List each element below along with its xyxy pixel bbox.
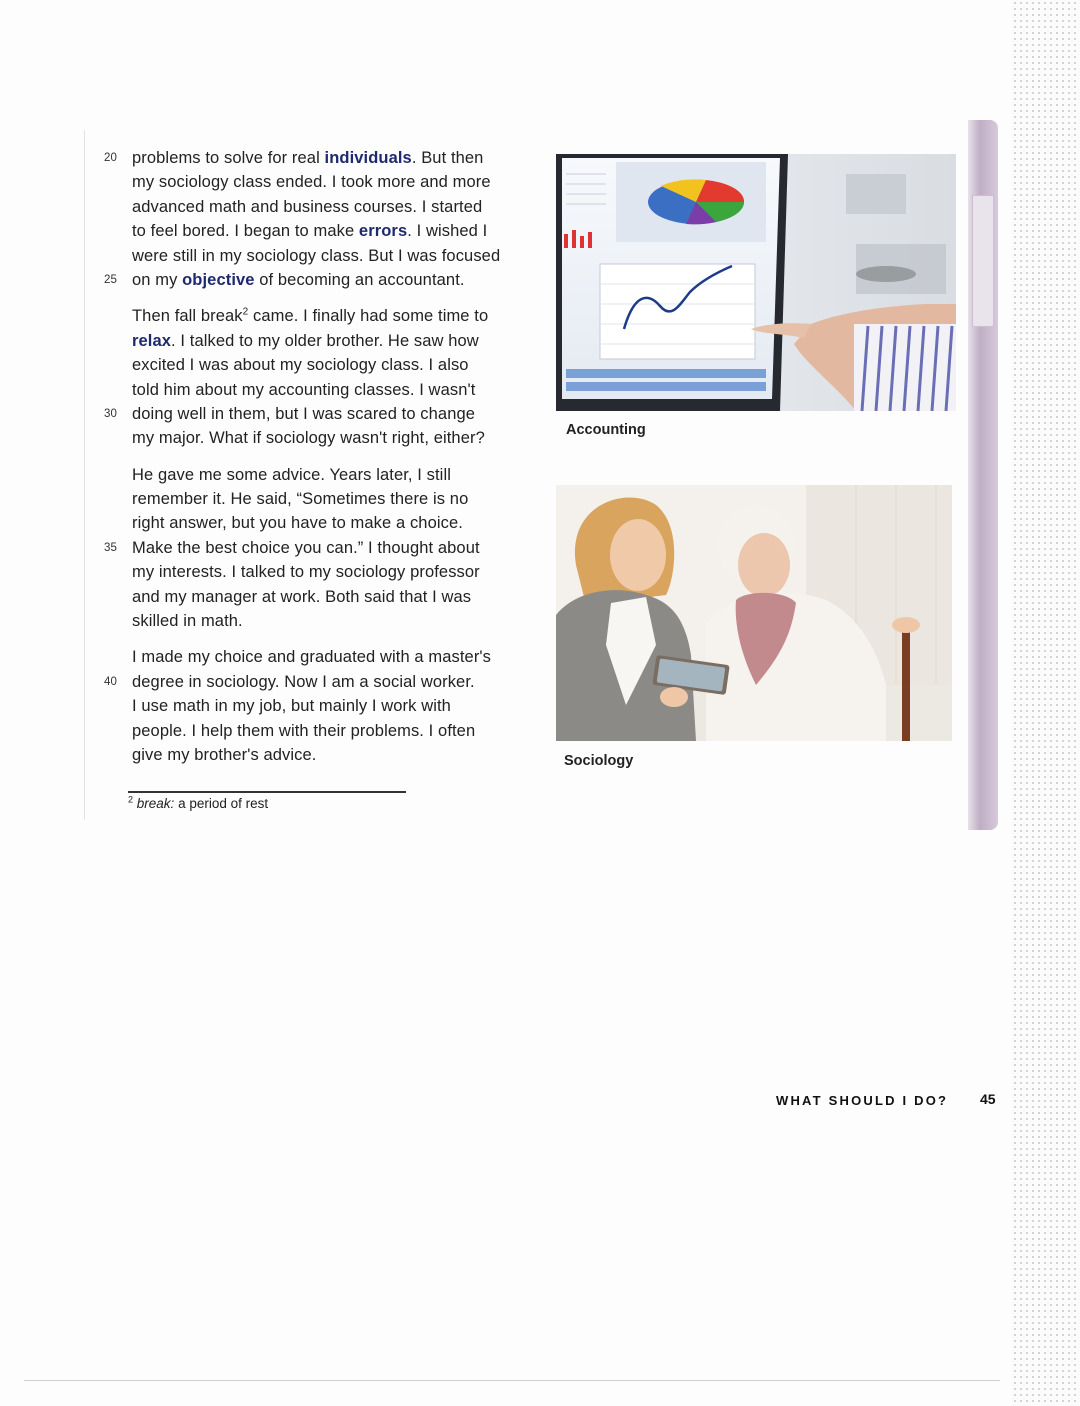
- text-run: came. I finally had some time to: [248, 307, 489, 326]
- spine-tab: [972, 195, 994, 327]
- text-run: people. I help them with their problems. I often: [132, 721, 476, 740]
- text-line: [104, 487, 534, 511]
- running-footer-title: WHAT SHOULD I DO?: [776, 1093, 949, 1108]
- text-line: [104, 219, 534, 243]
- text-line: [104, 426, 534, 450]
- text-run: Then fall break: [132, 307, 243, 326]
- text-run: Make the best choice you can.” I thought about: [132, 538, 480, 557]
- text-run: of becoming an accountant.: [254, 270, 465, 289]
- sociology-photo: [556, 485, 952, 741]
- text-line: [104, 719, 534, 743]
- text-run: were still in my sociology class. But I was focused: [132, 246, 501, 265]
- text-line: [104, 609, 534, 633]
- text-run: right answer, but you have to make a choice.: [132, 514, 463, 533]
- text-run: I use math in my job, but mainly I work with: [132, 697, 451, 716]
- line-number: 30: [104, 407, 117, 420]
- text-run: doing well in them, but I was scared to change: [132, 404, 476, 423]
- sociology-caption: Sociology: [564, 753, 634, 769]
- accounting-photo: [556, 154, 956, 411]
- page-number: 45: [980, 1091, 996, 1107]
- text-run: on my: [132, 270, 183, 289]
- text-run: I made my choice and graduated with a master's: [132, 648, 492, 667]
- text-line: [104, 268, 534, 292]
- text-run: skilled in math.: [132, 612, 243, 631]
- footnote-definition: a period of rest: [174, 796, 269, 811]
- footnote-ref: 2: [242, 306, 249, 318]
- text-line: [104, 560, 534, 584]
- paragraph: [104, 304, 534, 450]
- vocab-word: errors: [358, 222, 408, 241]
- text-line: [104, 511, 534, 535]
- footnote: [128, 796, 268, 811]
- text-line: [104, 743, 534, 767]
- line-number: 20: [104, 152, 117, 164]
- text-line: [104, 170, 534, 194]
- text-line: [104, 146, 534, 170]
- text-line: [104, 402, 534, 426]
- footnote-term: break:: [136, 796, 175, 811]
- text-run: degree in sociology. Now I am a social worker.: [132, 672, 475, 691]
- dotted-margin: [1012, 0, 1080, 1406]
- bottom-rule: [24, 1380, 1000, 1381]
- text-run: to feel bored. I began to make: [132, 222, 359, 241]
- paragraph-gap: [104, 451, 534, 463]
- text-run: . But then: [411, 149, 484, 167]
- line-number: 25: [104, 273, 117, 286]
- paragraph: [104, 645, 534, 767]
- text-line: [104, 244, 534, 268]
- text-line: [104, 694, 534, 718]
- text-run: excited I was about my sociology class. I also: [132, 356, 469, 375]
- text-line: [104, 645, 534, 669]
- paragraph-gap: [104, 633, 534, 645]
- text-line: [104, 670, 534, 694]
- text-run: my major. What if sociology wasn't right, either?: [132, 429, 485, 448]
- footnote-rule: [128, 791, 406, 793]
- text-run: . I wished I: [407, 222, 488, 241]
- text-run: advanced math and business courses. I started: [132, 197, 483, 216]
- text-run: my sociology class ended. I took more and more: [132, 173, 491, 192]
- text-line: [104, 195, 534, 219]
- text-line: [104, 463, 534, 487]
- text-line: [104, 536, 534, 560]
- text-run: remember it. He said, “Sometimes there is no: [132, 490, 469, 509]
- footnote-number: 2: [128, 794, 134, 805]
- text-line: [104, 353, 534, 377]
- text-run: problems to solve for real: [132, 149, 325, 167]
- text-run: He gave me some advice. Years later, I still: [132, 465, 451, 484]
- text-line: [104, 378, 534, 402]
- text-run: give my brother's advice.: [132, 745, 317, 764]
- vocab-word: relax: [132, 331, 172, 350]
- text-line: [104, 304, 534, 328]
- reading-text: [104, 146, 534, 767]
- paragraph: [104, 146, 534, 292]
- text-run: told him about my accounting classes. I wasn't: [132, 380, 476, 399]
- text-run: and my manager at work. Both said that I was: [132, 587, 472, 606]
- vocab-word: objective: [182, 270, 255, 289]
- line-number: 40: [104, 675, 117, 688]
- text-line: [104, 329, 534, 353]
- text-line: [104, 585, 534, 609]
- text-run: my interests. I talked to my sociology professor: [132, 563, 480, 582]
- vocab-word: individuals: [324, 149, 412, 167]
- left-margin-rule: [84, 130, 85, 820]
- line-number: 35: [104, 541, 117, 554]
- paragraph-gap: [104, 292, 534, 304]
- accounting-caption: Accounting: [566, 422, 646, 438]
- paragraph: [104, 463, 534, 634]
- text-run: . I talked to my older brother. He saw how: [171, 331, 479, 350]
